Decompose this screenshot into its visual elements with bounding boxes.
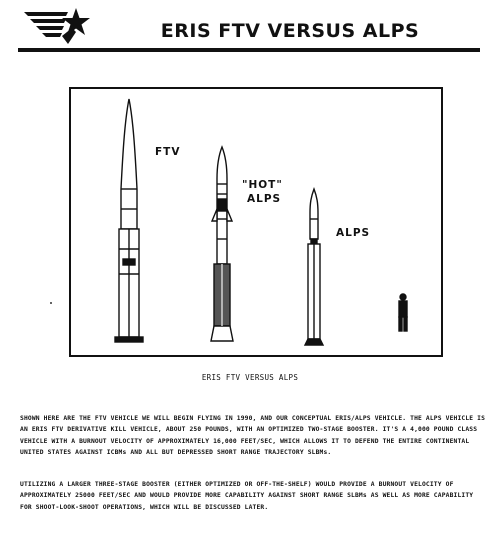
figure-frame — [69, 87, 443, 357]
figure-caption: ERIS FTV VERSUS ALPS — [201, 373, 299, 382]
page-title: ERIS FTV VERSUS ALPS — [160, 20, 420, 42]
hot-alps-label-line2: ALPS — [247, 193, 282, 205]
alps-rocket-drawing — [305, 189, 323, 345]
human-scale-figure — [399, 294, 407, 331]
vehicle-comparison-drawing — [71, 89, 441, 355]
header-rule — [18, 48, 480, 52]
hot-alps-label-line1: "HOT" — [242, 179, 283, 191]
body-paragraph-1: SHOWN HERE ARE THE FTV VEHICLE WE WILL BEGIN FLYING IN 1990, AND OUR CONCEPTUAL ERIS/ALPS VEHICLE. THE ALPS VEHICLE IS AN ERIS FTV DERIVATIVE KILL VEHICLE, ABOUT 250 POUNDS, WITH AN OPTIMIZED TWO-STAGE BOOSTER. IT'S A 4,000 POUND CLASS VEHICLE WITH A BURNOUT VELOCITY OF APPROXIMATELY 16,000 FEET/SEC, WHICH ALLOWS IT TO DEFEND THE ENTIRE CONTINENTAL UNITED STATES AGAINST ICBMs AND ALL BUT DEPRESSED SHORT RANGE TRAJECTORY SLBMs. — [20, 415, 486, 456]
ftv-rocket-drawing — [115, 99, 143, 342]
alps-label: ALPS — [336, 227, 371, 239]
ftv-label: FTV — [155, 146, 181, 158]
page-header — [0, 0, 500, 60]
hot-alps-rocket-drawing — [211, 147, 233, 341]
body-paragraph-2: UTILIZING A LARGER THREE-STAGE BOOSTER (EITHER OPTIMIZED OR OFF-THE-SHELF) WOULD PROVIDE A BURNOUT VELOCITY OF APPROXIMATELY 25000 FEET/SEC AND WOULD PROVIDE MORE CAPABILITY AGAINST SHORT RANGE SLBMs AS WELL AS MORE CAPABILITY FOR SHOOT-LOOK-SHOOT OPERATIONS, WHICH WILL BE DISCUSSED LATER. — [20, 481, 474, 511]
scan-speck — [50, 302, 52, 304]
star-wings-logo-icon — [22, 6, 94, 46]
